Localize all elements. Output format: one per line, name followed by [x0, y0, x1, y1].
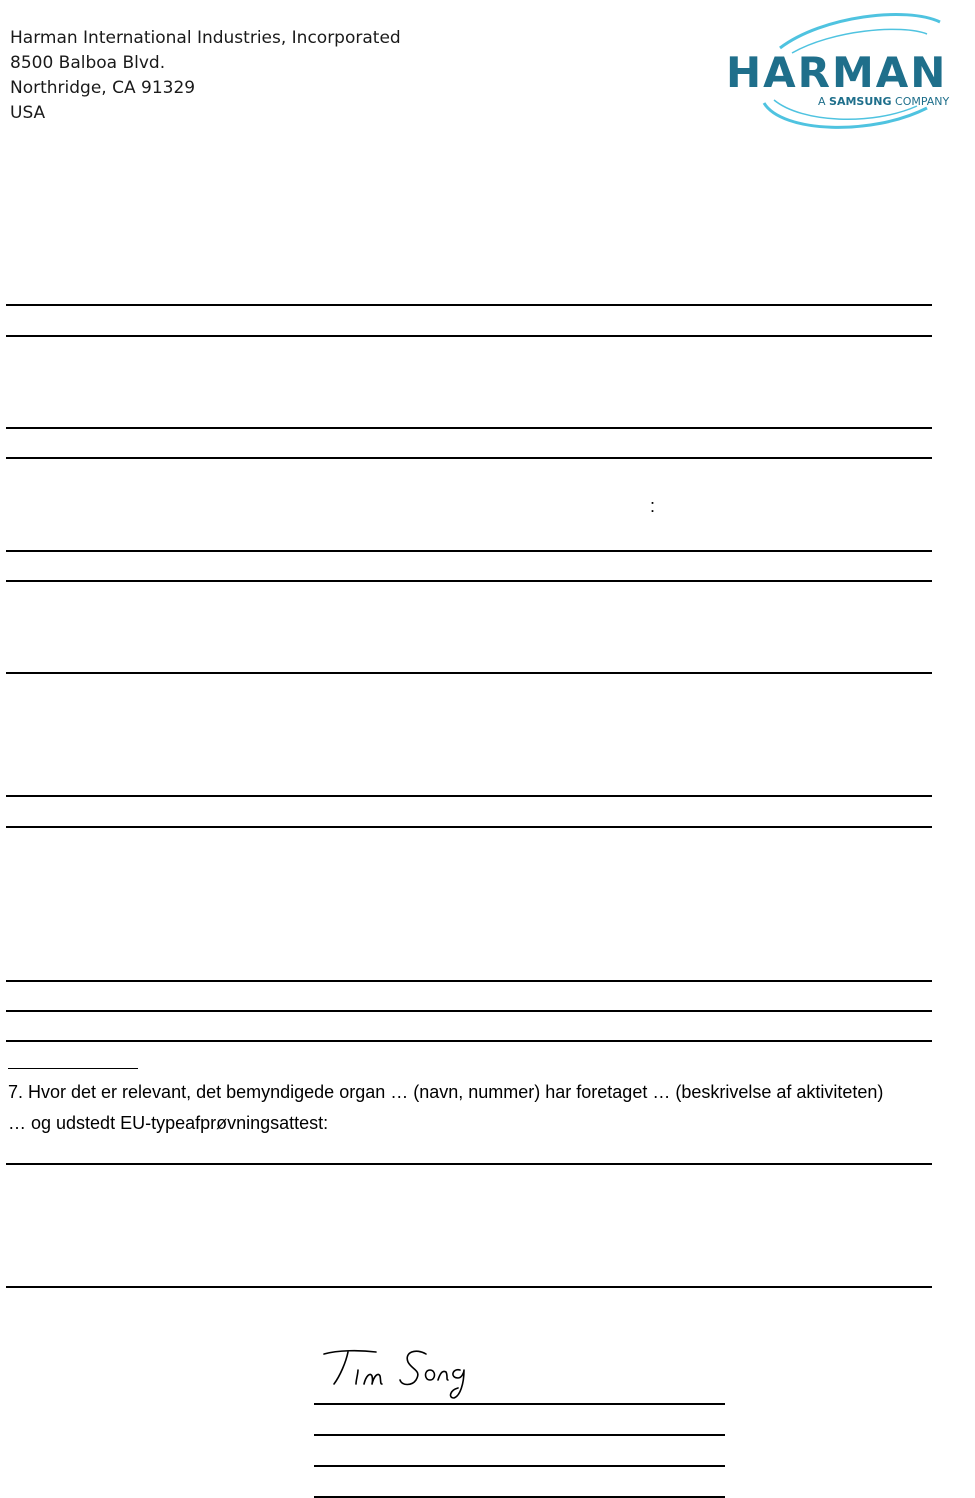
address-street: 8500 Balboa Blvd.: [10, 53, 166, 73]
address-company: Harman International Industries, Incorporated: [10, 28, 401, 48]
handwritten-signature-icon: [318, 1340, 478, 1404]
form-rule: [6, 1286, 932, 1288]
signature-rule: [314, 1403, 725, 1405]
signature-rule: [314, 1434, 725, 1436]
form-rule: [6, 1010, 932, 1012]
form-rule: [6, 580, 932, 582]
logo-tagline-prefix: A: [818, 95, 826, 108]
signature: [318, 1340, 478, 1404]
colon-mark: :: [650, 496, 656, 516]
form-rule: [6, 427, 932, 429]
form-rule: [6, 826, 932, 828]
logo-tagline: [818, 95, 949, 108]
form-rule: [6, 335, 932, 337]
footnote-separator: [8, 1068, 138, 1069]
form-rule: [6, 1163, 932, 1165]
footnote-line-2: … og udstedt EU-typeafprøvningsattest:: [8, 1113, 329, 1133]
harman-logo: [722, 8, 972, 138]
logo-tagline-brand: SAMSUNG: [829, 95, 892, 108]
form-rule: [6, 550, 932, 552]
form-rule: [6, 672, 932, 674]
footnote-line-1: 7. Hvor det er relevant, det bemyndigede organ … (navn, nummer) har foretaget … (beskrivelse af aktiviteten): [8, 1082, 884, 1102]
form-rule: [6, 1040, 932, 1042]
address-country: USA: [10, 103, 46, 123]
logo-wordmark: HARMAN: [726, 48, 948, 97]
form-rule: [6, 304, 932, 306]
form-rule: [6, 980, 932, 982]
form-rule: [6, 457, 932, 459]
address-city: Northridge, CA 91329: [10, 78, 196, 98]
logo-tagline-suffix: COMPANY: [895, 95, 950, 108]
form-rule: [6, 795, 932, 797]
signature-rule: [314, 1465, 725, 1467]
